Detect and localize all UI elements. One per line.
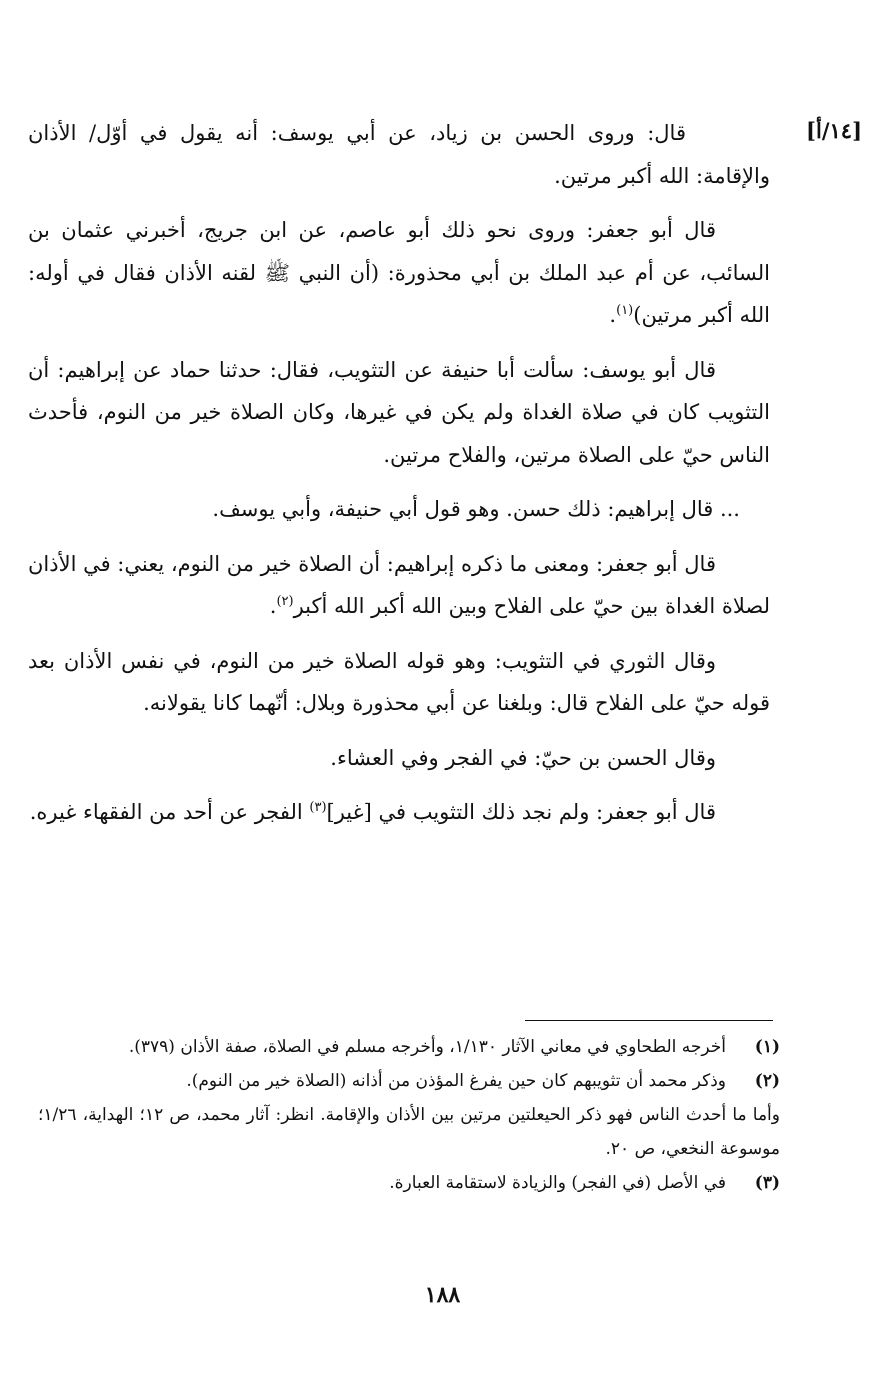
- paragraph-5: [28, 543, 770, 628]
- paragraph-6: [28, 640, 770, 725]
- paragraph-7-text: وقال الحسن بن حيّ: في الفجر وفي العشاء.: [330, 745, 716, 770]
- page-number: ١٨٨: [424, 1282, 461, 1308]
- paragraph-8-text: قال أبو جعفر: ولم نجد ذلك التثويب في [غير]: [326, 800, 716, 824]
- paragraph-5-text: قال أبو جعفر: ومعنى ما ذكره إبراهيم: أن الصلاة خير من النوم، يعني: في الأذان لصلاة الغداة بين حيّ على الفلاح وبين الله أكبر الله أكبر: [27, 551, 770, 618]
- footnote-separator: [525, 1020, 773, 1021]
- footnote-2: [38, 1064, 780, 1098]
- paragraph-2-end: .: [609, 303, 617, 327]
- folio-reference: [١٤/أ]: [806, 118, 862, 143]
- footnote-2-number: (٢): [754, 1071, 780, 1091]
- footnote-1-number: (١): [754, 1037, 780, 1057]
- footnote-1: [38, 1030, 780, 1064]
- footnote-3-text: في الأصل (في الفجر) والزيادة لاستقامة العبارة.: [389, 1173, 726, 1193]
- footnote-3-number: (٣): [754, 1173, 780, 1193]
- paragraph-8: [28, 791, 770, 834]
- paragraph-2: [28, 209, 770, 337]
- footnote-ref-1: (١): [616, 303, 634, 318]
- paragraph-4: [28, 488, 770, 531]
- footnote-ref-2: (٢): [276, 594, 294, 609]
- paragraph-1: [28, 112, 770, 197]
- footnote-2-continuation: وأما ما أحدث الناس فهو ذكر الحيعلتين مرتين بين الأذان والإقامة. انظر: آثار محمد، ص ١٢؛ الهداية، ١/٢٦؛ موسوعة النخعي، ص ٢٠.: [38, 1105, 780, 1159]
- footnote-1-text: أخرجه الطحاوي في معاني الآثار ١/١٣٠، وأخرجه مسلم في الصلاة، صفة الأذان (٣٧٩).: [128, 1037, 726, 1057]
- paragraph-1-text: قال: وروى الحسن بن زياد، عن أبي يوسف: أنه يقول في أوّل/ الأذان والإقامة: الله أكبر مرتين.: [28, 121, 770, 188]
- paragraph-3-text: قال أبو يوسف: سألت أبا حنيفة عن التثويب، فقال: حدثنا حماد عن إبراهيم: أن التثويب كان في صلاة الغداة ولم يكن في غيرها، وكان الصلاة خير من النوم، فأحدث الناس حيّ على الصلاة مرتين، والفلاح مرتين.: [28, 357, 770, 467]
- paragraph-7: [28, 737, 770, 780]
- footnote-ref-3: (٣): [309, 800, 327, 815]
- footnote-2-text: وذكر محمد أن تثويبهم كان حين يفرغ المؤذن من أذانه (الصلاة خير من النوم).: [186, 1071, 726, 1091]
- paragraph-6-text: وقال الثوري في التثويب: وهو قوله الصلاة خير من النوم، في نفس الأذان بعد قوله حيّ على الفلاح قال: وبلغنا عن أبي محذورة وبلال: أنّهما كانا يقولانه.: [28, 648, 770, 715]
- paragraph-8-tail: الفجر عن أحد من الفقهاء غيره.: [29, 800, 303, 824]
- paragraph-3: [28, 349, 770, 477]
- paragraph-2-text: قال أبو جعفر: وروى نحو ذلك أبو عاصم، عن ابن جريج، أخبرني عثمان بن السائب، عن أم عبد الملك بن أبي محذورة: (أن النبي ﷺ لقنه الأذان فقال في أوله: الله أكبر مرتين): [28, 218, 770, 327]
- footnote-3: [38, 1166, 780, 1200]
- paragraph-5-end: .: [269, 594, 277, 618]
- main-text: [28, 112, 770, 846]
- footnotes: [38, 1030, 780, 1200]
- paragraph-4-text: ... قال إبراهيم: ذلك حسن. وهو قول أبي حنيفة، وأبي يوسف.: [212, 497, 740, 521]
